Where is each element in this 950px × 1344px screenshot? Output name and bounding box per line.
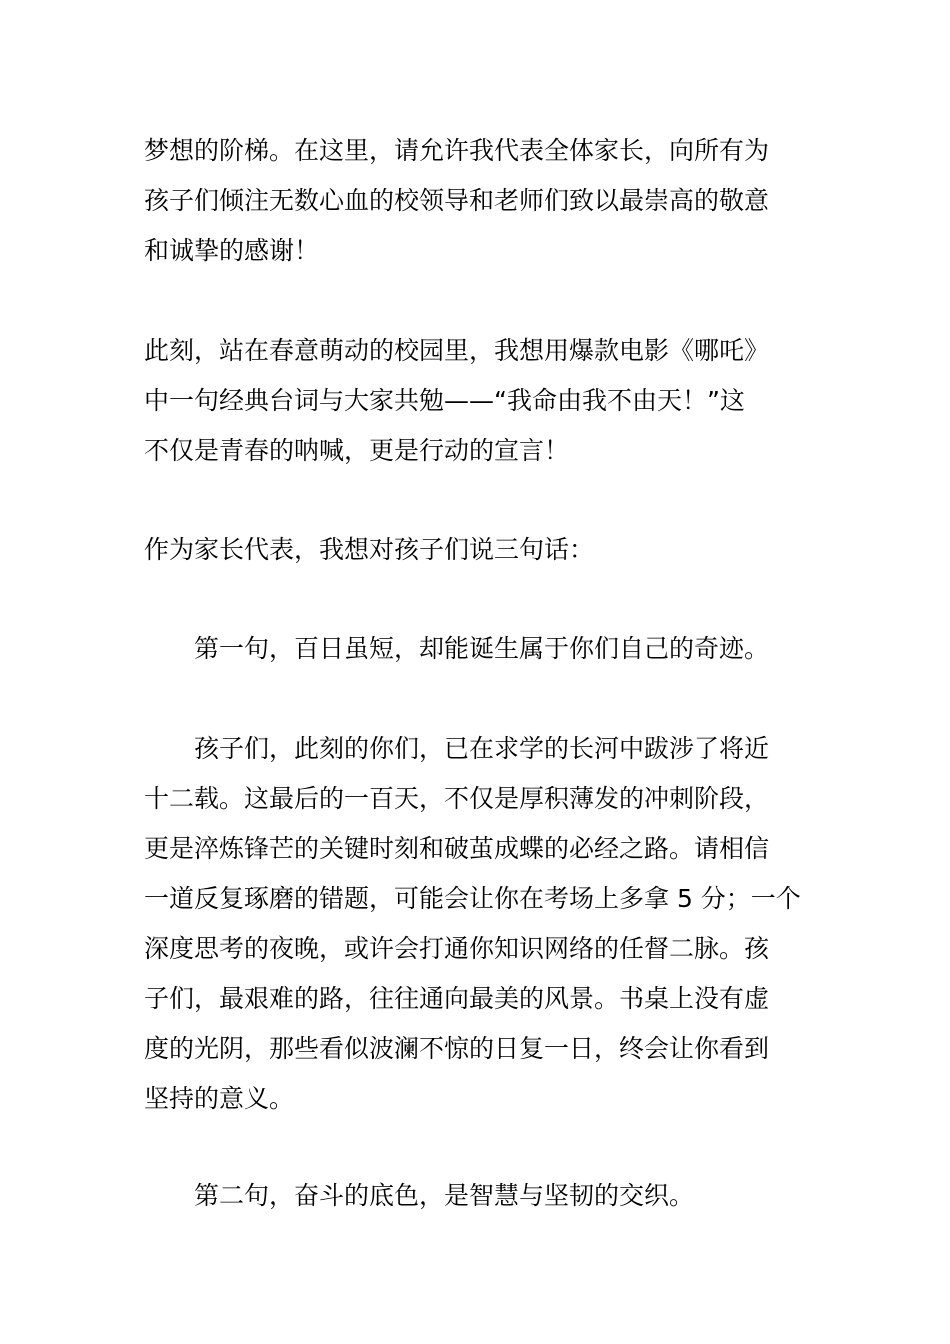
paragraph-line: 此刻，站在春意萌动的校园里，我想用爆款电影《哪吒》	[144, 336, 770, 365]
paragraph-line: 梦想的阶梯。在这里，请允许我代表全体家长，向所有为	[144, 136, 770, 165]
paragraph-line: 更是淬炼锋芒的关键时刻和破茧成蝶的必经之路。请相信	[144, 834, 770, 863]
paragraph-line: 孩子们，此刻的你们，已在求学的长河中跋涉了将近	[194, 734, 770, 763]
section-heading-first	[144, 624, 808, 674]
paragraph-line: 坚持的意义。	[144, 1084, 295, 1113]
section-heading-line: 第二句，奋斗的底色，是智慧与坚韧的交织。	[194, 1181, 695, 1210]
paragraph-line: 和诚挚的感谢！	[144, 236, 320, 265]
paragraph-nezha-quote	[144, 326, 808, 476]
paragraph-three-sentences-intro	[144, 525, 808, 575]
paragraph-line: 子们，最艰难的路，往往通向最美的风景。书桌上没有虚	[144, 984, 770, 1013]
paragraph-line: 中一句经典台词与大家共勉——“我命由我不由天！”这	[144, 386, 745, 415]
paragraph-line: 孩子们倾注无数心血的校领导和老师们致以最崇高的敬意	[144, 186, 770, 215]
paragraph-thanks	[144, 126, 808, 276]
section-heading-line: 第一句，百日虽短，却能诞生属于你们自己的奇迹。	[194, 634, 770, 663]
paragraph-line: 十二载。这最后的一百天，不仅是厚积薄发的冲刺阶段，	[144, 784, 770, 813]
paragraph-line: 一道反复琢磨的错题，可能会让你在考场上多拿 5 分；一个	[144, 884, 801, 913]
paragraph-line: 度的光阴，那些看似波澜不惊的日复一日，终会让你看到	[144, 1034, 770, 1063]
paragraph-line: 不仅是青春的呐喊，更是行动的宣言！	[144, 436, 570, 465]
paragraph-first-body	[144, 724, 808, 1124]
paragraph-line: 深度思考的夜晚，或许会打通你知识网络的任督二脉。孩	[144, 934, 770, 963]
section-heading-second	[144, 1171, 808, 1221]
paragraph-line: 作为家长代表，我想对孩子们说三句话：	[144, 535, 595, 564]
